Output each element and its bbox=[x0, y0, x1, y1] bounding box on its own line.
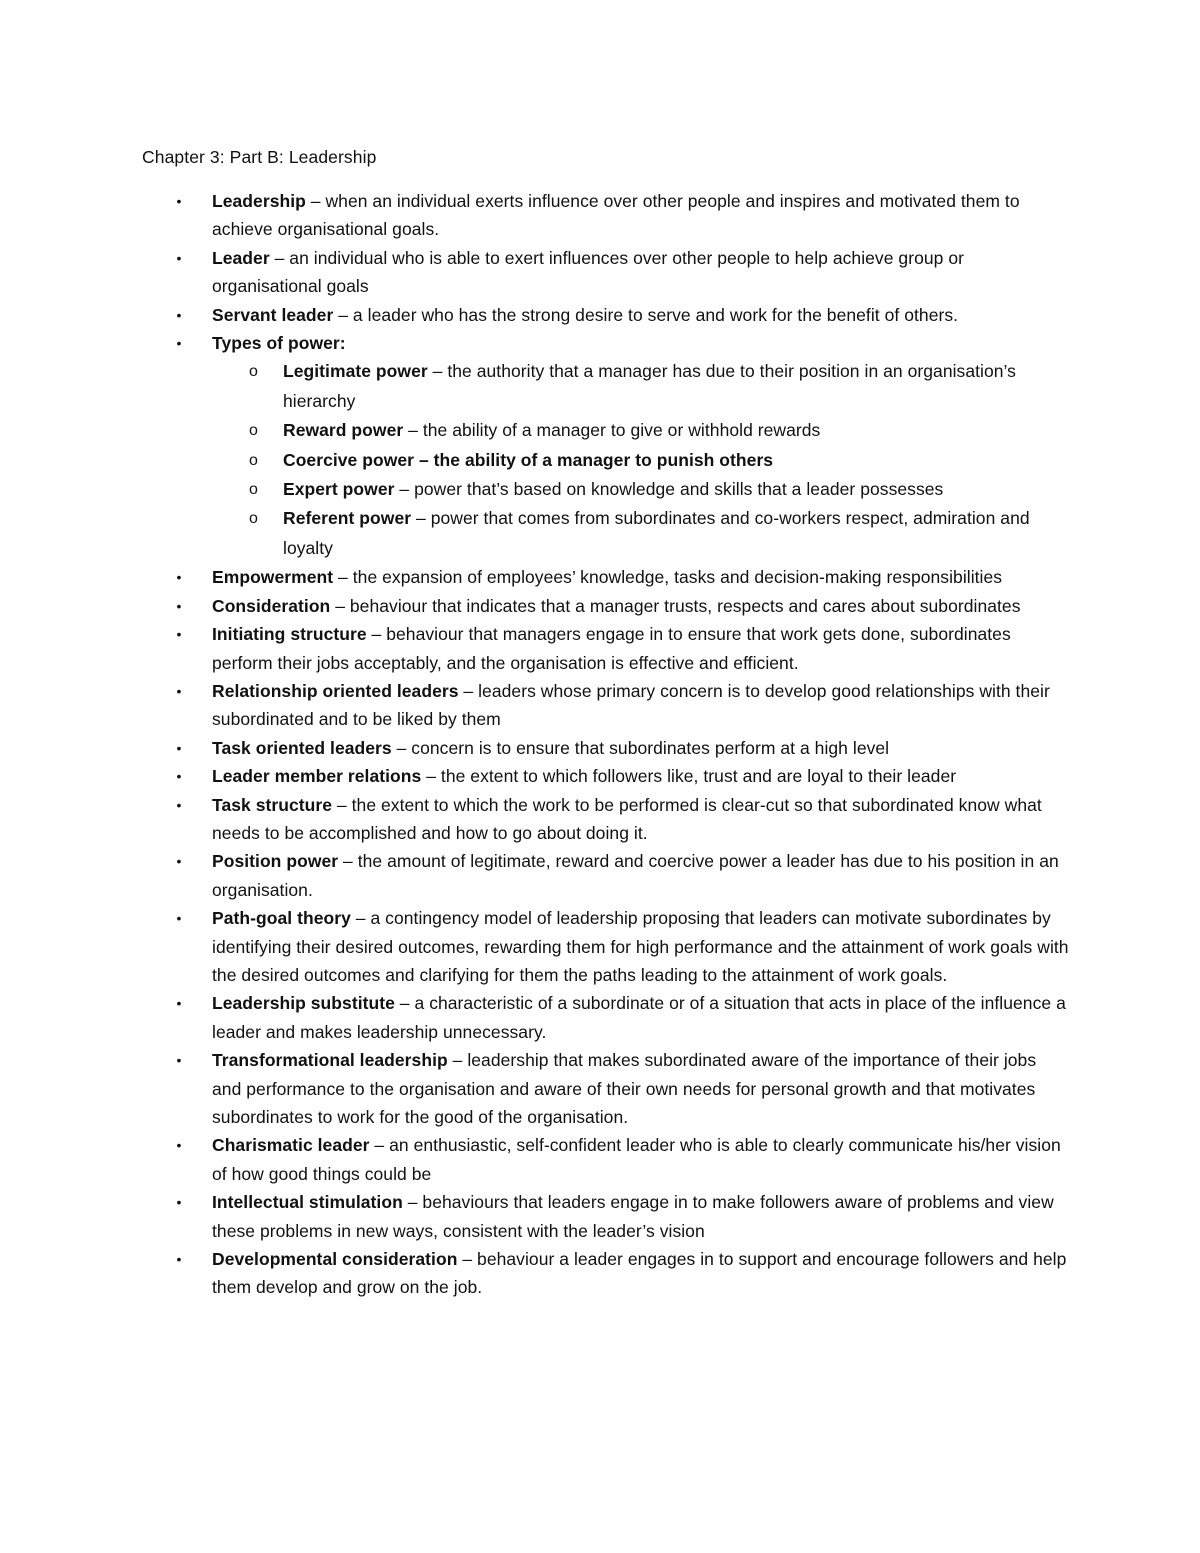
definitions-list bbox=[0, 187, 1200, 1302]
term: Transformational leadership bbox=[212, 1050, 448, 1071]
term: Initiating structure bbox=[212, 624, 367, 645]
definition: – leaders whose primary concern is to develop good relationships with their subordinated and to be liked by them bbox=[212, 680, 1050, 730]
sub-bullet-marker: o bbox=[249, 481, 258, 499]
term: Consideration bbox=[212, 595, 331, 616]
list-item-servant-leader bbox=[0, 301, 1200, 329]
term: Path-goal theory bbox=[212, 908, 351, 929]
sub-bullet-marker: o bbox=[249, 363, 258, 381]
list-item-leader-member-relations bbox=[0, 762, 1200, 790]
term: Servant leader bbox=[212, 304, 334, 325]
definition: – the extent to which the work to be performed is clear-cut so that subordinated know what needs to be accomplished and how to go about doing it. bbox=[212, 794, 1042, 843]
term: Position power bbox=[212, 851, 339, 872]
list-item-intellectual-stimulation bbox=[0, 1188, 1200, 1245]
list-item-types-of-power bbox=[0, 329, 1200, 563]
definition: – an enthusiastic, self-confident leader who is able to clearly communicate his/her vision of how good things could be bbox=[212, 1135, 1061, 1184]
term: Coercive power bbox=[283, 449, 415, 470]
definition: – the expansion of employees’ knowledge, tasks and decision-making responsibilities bbox=[333, 567, 1003, 588]
bullet-marker: • bbox=[176, 569, 182, 586]
term: Leader member relations bbox=[212, 766, 422, 787]
list-item-leader bbox=[0, 244, 1200, 301]
term: Empowerment bbox=[212, 567, 334, 588]
list-item-initiating-structure bbox=[0, 620, 1200, 677]
definition: – an individual who is able to exert influences over other people to help achieve group or organisational goals bbox=[212, 247, 964, 297]
definition: – power that’s based on knowledge and skills that a leader possesses bbox=[394, 479, 944, 500]
bullet-marker: • bbox=[176, 995, 182, 1012]
sub-item-legitimate-power bbox=[212, 357, 1070, 416]
bullet-marker: • bbox=[176, 335, 182, 352]
power-types-list bbox=[212, 357, 1070, 563]
term: Task structure bbox=[212, 794, 333, 815]
list-item-developmental-consideration bbox=[0, 1245, 1200, 1302]
bullet-marker: • bbox=[176, 768, 182, 785]
list-item-position-power bbox=[0, 847, 1200, 904]
sub-bullet-marker: o bbox=[249, 451, 258, 469]
list-item-path-goal-theory bbox=[0, 904, 1200, 989]
bullet-marker: • bbox=[176, 1137, 182, 1154]
sub-bullet-marker: o bbox=[249, 422, 258, 440]
term: Leadership bbox=[212, 191, 306, 211]
sub-item-coercive-power bbox=[212, 446, 1070, 475]
term: Leader bbox=[212, 247, 270, 268]
list-item-task-structure bbox=[0, 791, 1200, 848]
definition: – a contingency model of leadership proposing that leaders can motivate subordinates by identifying their desired outcomes, rewarding them for high performance and the attainment of work goals with the desired outcomes and clarifying for them the paths leading to the attainment of work goals. bbox=[212, 908, 1069, 985]
list-item-task-oriented-leaders bbox=[0, 734, 1200, 762]
definition: – behaviours that leaders engage in to make followers aware of problems and view these problems in new ways, consistent with the leader’s vision bbox=[212, 1192, 1054, 1241]
definition: – concern is to ensure that subordinates perform at a high level bbox=[391, 737, 890, 758]
term: Referent power bbox=[283, 508, 412, 529]
definition: – a leader who has the strong desire to serve and work for the benefit of others. bbox=[333, 304, 959, 325]
term: Expert power bbox=[283, 479, 395, 500]
bullet-marker: • bbox=[176, 1194, 182, 1211]
list-item-charismatic-leader bbox=[0, 1131, 1200, 1188]
definition: – behaviour that indicates that a manager trusts, respects and cares about subordinates bbox=[330, 595, 1021, 616]
sub-item-referent-power bbox=[212, 504, 1070, 563]
term: Leadership substitute bbox=[212, 993, 395, 1014]
list-item-consideration bbox=[0, 592, 1200, 620]
definition: – the ability of a manager to give or withhold rewards bbox=[403, 420, 821, 441]
term: Legitimate power bbox=[283, 361, 428, 382]
bullet-marker: • bbox=[176, 306, 182, 323]
list-item-transformational-leadership bbox=[0, 1046, 1200, 1131]
bullet-marker: • bbox=[176, 1052, 182, 1069]
document-title: Chapter 3: Part B: Leadership bbox=[142, 147, 377, 167]
list-item-relationship-oriented-leaders bbox=[0, 677, 1200, 734]
term: Reward power bbox=[283, 420, 404, 441]
term: Developmental consideration bbox=[212, 1249, 458, 1270]
definition: – the authority that a manager has due to their position in an organisation’s hierarchy bbox=[283, 361, 1016, 411]
list-item-empowerment bbox=[0, 563, 1200, 591]
bullet-marker: • bbox=[176, 249, 182, 266]
term: Intellectual stimulation bbox=[212, 1192, 403, 1213]
bullet-marker: • bbox=[176, 626, 182, 643]
term: Charismatic leader bbox=[212, 1135, 370, 1156]
bullet-marker: • bbox=[176, 682, 182, 699]
bullet-marker: • bbox=[176, 796, 182, 813]
definition: – behaviour a leader engages in to support and encourage followers and help them develop and grow on the job. bbox=[212, 1249, 1067, 1298]
definition: – the amount of legitimate, reward and coercive power a leader has due to his position in an organisation. bbox=[212, 851, 1059, 900]
term: Relationship oriented leaders bbox=[212, 680, 459, 701]
definition: – leadership that makes subordinated aware of the importance of their jobs and performance to the organisation and aware of their own needs for personal growth and that motivates subordinates to work for the good of the organisation. bbox=[212, 1050, 1037, 1127]
sub-bullet-marker: o bbox=[249, 510, 258, 528]
definition: – when an individual exerts influence over other people and inspires and motivated them to achieve organisational goals. bbox=[212, 191, 1020, 240]
definition: – the extent to which followers like, trust and are loyal to their leader bbox=[421, 766, 957, 787]
sub-item-expert-power bbox=[212, 475, 1070, 504]
bullet-marker: • bbox=[176, 910, 182, 927]
bullet-marker: • bbox=[176, 1251, 182, 1268]
term: Types of power: bbox=[212, 333, 346, 354]
sub-item-reward-power bbox=[212, 416, 1070, 445]
list-item-leadership-substitute bbox=[0, 989, 1200, 1046]
list-item-leadership bbox=[0, 187, 1200, 244]
bullet-marker: • bbox=[176, 739, 182, 756]
bullet-marker: • bbox=[176, 193, 182, 209]
bullet-marker: • bbox=[176, 597, 182, 614]
definition: – behaviour that managers engage in to ensure that work gets done, subordinates perform their jobs acceptably, and the organisation is effective and efficient. bbox=[212, 624, 1011, 673]
definition: – a characteristic of a subordinate or of a situation that acts in place of the influence a leader and makes leadership unnecessary. bbox=[212, 993, 1066, 1042]
definition: – the ability of a manager to punish others bbox=[414, 449, 774, 470]
bullet-marker: • bbox=[176, 853, 182, 870]
term: Task oriented leaders bbox=[212, 737, 392, 758]
definition: – power that comes from subordinates and co-workers respect, admiration and loyalty bbox=[283, 508, 1030, 558]
